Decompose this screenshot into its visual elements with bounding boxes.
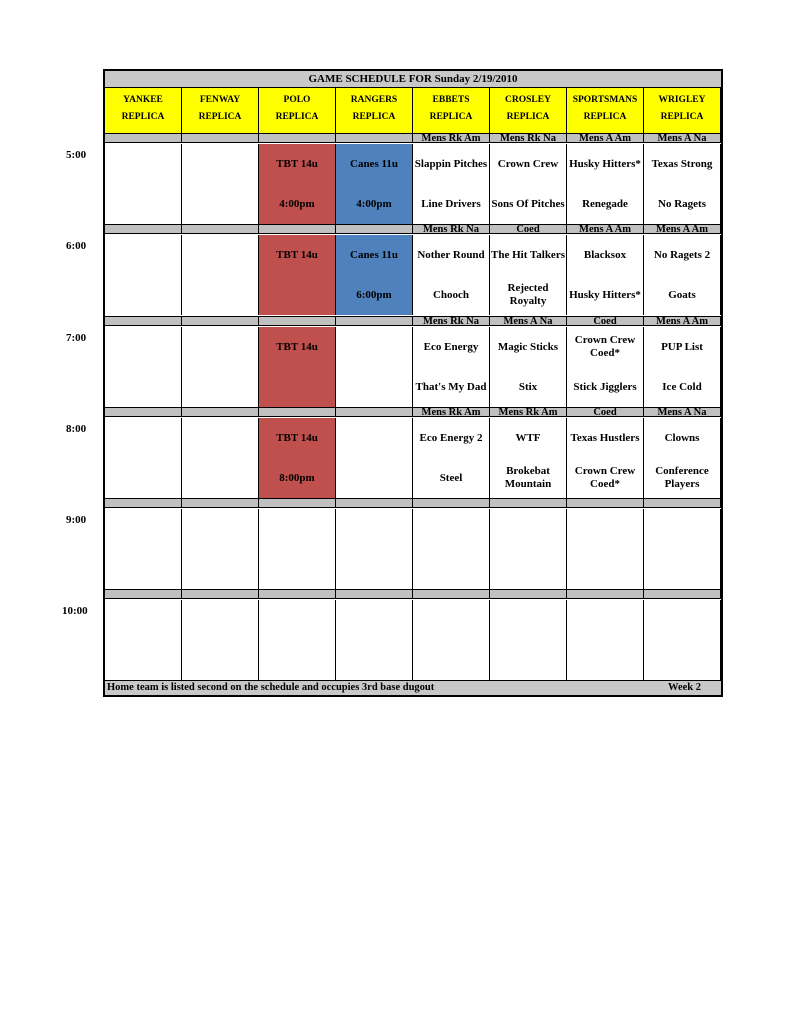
home-team: No Ragets [658, 197, 706, 210]
field-sub: REPLICA [583, 112, 627, 122]
game-cell [644, 144, 721, 224]
visitor-team [105, 333, 181, 361]
game-cell [105, 144, 182, 224]
home-team: Steel [439, 471, 463, 484]
home-team: Stick Jigglers [573, 380, 637, 393]
division-band [182, 316, 259, 326]
home-team [105, 281, 181, 309]
home-team [567, 555, 643, 583]
visitor-team: Eco Energy [423, 340, 479, 353]
field-header-ebbets [413, 88, 490, 133]
home-team [182, 464, 258, 492]
visitor-team: Husky Hitters* [569, 157, 641, 170]
home-team [105, 555, 181, 583]
visitor-team: Crown Crew Coed* [574, 334, 636, 359]
home-team: Line Drivers [421, 197, 481, 210]
game-cell [182, 327, 259, 407]
division-band: Mens A Na [490, 316, 567, 326]
visitor-team [182, 241, 258, 269]
home-team: Ice Cold [662, 380, 702, 393]
division-band [105, 589, 182, 599]
home-team [336, 464, 412, 492]
division-band [644, 498, 721, 508]
field-name: SPORTSMANS [572, 95, 638, 105]
division-band: Mens A Am [567, 224, 644, 234]
division-band [182, 407, 259, 417]
home-team [182, 190, 258, 218]
visitor-team [182, 515, 258, 543]
home-team [644, 646, 720, 674]
field-header-rangers [336, 88, 413, 133]
game-cell [259, 235, 336, 315]
home-team: Crown Crew Coed* [574, 465, 636, 490]
week-label: Week 2 [668, 682, 701, 693]
division-band: Mens A Am [644, 316, 721, 326]
game-cell [490, 600, 567, 680]
visitor-team [105, 241, 181, 269]
time-label: 9:00 [66, 514, 87, 526]
game-cell [259, 600, 336, 680]
visitor-team: PUP List [661, 340, 703, 353]
division-band [182, 498, 259, 508]
visitor-team [336, 424, 412, 452]
division-band [105, 407, 182, 417]
time-label: 5:00 [66, 149, 87, 161]
visitor-team [105, 515, 181, 543]
visitor-team: Texas Strong [651, 157, 713, 170]
division-band [259, 224, 336, 234]
division-band [336, 407, 413, 417]
home-team [182, 281, 258, 309]
field-name: WRIGLEY [658, 95, 706, 105]
home-team [105, 464, 181, 492]
footer-note: Home team is listed second on the schedule and occupies 3rd base dugout [107, 682, 435, 693]
division-band [490, 498, 567, 508]
home-team [336, 555, 412, 583]
home-team [644, 555, 720, 583]
time-label: 10:00 [62, 605, 88, 617]
game-cell [644, 327, 721, 407]
home-team [259, 646, 335, 674]
game-cell [336, 144, 413, 224]
home-team [413, 646, 489, 674]
game-cell [567, 418, 644, 498]
game-cell [413, 235, 490, 315]
visitor-team: Blacksox [583, 248, 627, 261]
visitor-team [182, 424, 258, 452]
home-team: 4:00pm [356, 197, 392, 210]
division-band [105, 316, 182, 326]
division-band: Mens Rk Am [490, 407, 567, 417]
visitor-team [259, 606, 335, 634]
field-name: YANKEE [123, 95, 163, 105]
visitor-team [490, 515, 566, 543]
visitor-team: Magic Sticks [497, 340, 559, 353]
home-team [490, 646, 566, 674]
division-band [413, 589, 490, 599]
division-band: Mens Rk Na [413, 224, 490, 234]
field-header-crosley [490, 88, 567, 133]
division-band [567, 498, 644, 508]
division-band [336, 224, 413, 234]
home-team [490, 555, 566, 583]
game-cell [259, 418, 336, 498]
home-team: 6:00pm [356, 288, 392, 301]
game-cell [413, 144, 490, 224]
division-band [259, 589, 336, 599]
game-cell [336, 327, 413, 407]
home-team: Rejected Royalty [507, 282, 549, 307]
visitor-team [644, 606, 720, 634]
division-band [567, 589, 644, 599]
visitor-team [182, 150, 258, 178]
visitor-team [259, 515, 335, 543]
home-team [182, 646, 258, 674]
field-header-yankee [105, 88, 182, 133]
game-cell [490, 144, 567, 224]
game-cell [567, 144, 644, 224]
division-band [182, 224, 259, 234]
home-team: Husky Hitters* [569, 288, 641, 301]
game-cell [182, 235, 259, 315]
game-cell [413, 327, 490, 407]
game-cell [413, 600, 490, 680]
visitor-team: TBT 14u [276, 248, 318, 261]
time-label: 7:00 [66, 332, 87, 344]
division-band [105, 224, 182, 234]
field-header-fenway [182, 88, 259, 133]
field-header-sportsmans [567, 88, 644, 133]
game-cell [413, 418, 490, 498]
visitor-team: TBT 14u [276, 157, 318, 170]
home-team [105, 646, 181, 674]
field-header-wrigley [644, 88, 721, 133]
home-team: Chooch [432, 288, 470, 301]
field-name: RANGERS [350, 95, 398, 105]
schedule-title: GAME SCHEDULE FOR Sunday 2/19/2010 [105, 71, 721, 88]
division-band [490, 589, 567, 599]
home-team: 4:00pm [279, 197, 315, 210]
division-band: Mens A Na [644, 407, 721, 417]
division-band: Coed [490, 224, 567, 234]
field-header-polo [259, 88, 336, 133]
visitor-team [567, 515, 643, 543]
game-cell [105, 600, 182, 680]
game-cell [644, 600, 721, 680]
visitor-team [490, 606, 566, 634]
visitor-team: TBT 14u [276, 431, 318, 444]
game-cell [182, 144, 259, 224]
visitor-team: TBT 14u [276, 340, 318, 353]
game-cell [182, 600, 259, 680]
home-team [105, 373, 181, 401]
visitor-team: Eco Energy 2 [419, 431, 483, 444]
game-cell [567, 509, 644, 589]
game-cell [567, 235, 644, 315]
home-team: Stix [518, 380, 538, 393]
game-cell [336, 509, 413, 589]
visitor-team: Clowns [664, 431, 700, 444]
division-band [182, 133, 259, 143]
game-cell [336, 600, 413, 680]
visitor-team [336, 515, 412, 543]
game-cell [490, 327, 567, 407]
game-cell [105, 327, 182, 407]
visitor-team [644, 515, 720, 543]
visitor-team: No Ragets 2 [653, 248, 711, 261]
game-cell [567, 327, 644, 407]
visitor-team: Crown Crew [497, 157, 559, 170]
visitor-team [336, 606, 412, 634]
home-team [567, 646, 643, 674]
visitor-team [105, 150, 181, 178]
division-band [259, 407, 336, 417]
division-band [105, 498, 182, 508]
visitor-team: Texas Hustlers [570, 431, 640, 444]
field-sub: REPLICA [198, 112, 242, 122]
division-band [259, 316, 336, 326]
visitor-team: WTF [515, 431, 541, 444]
time-label: 8:00 [66, 423, 87, 435]
home-team [336, 373, 412, 401]
game-cell [567, 600, 644, 680]
game-cell [490, 418, 567, 498]
game-cell [336, 418, 413, 498]
field-sub: REPLICA [506, 112, 550, 122]
division-band: Mens Rk Am [413, 133, 490, 143]
game-cell [259, 144, 336, 224]
field-name: CROSLEY [505, 95, 551, 105]
division-band: Mens A Am [644, 224, 721, 234]
visitor-team: Canes 11u [350, 248, 398, 261]
home-team [182, 555, 258, 583]
game-cell [182, 418, 259, 498]
division-band: Coed [567, 316, 644, 326]
home-team: 8:00pm [279, 471, 315, 484]
division-band [336, 316, 413, 326]
field-name: EBBETS [432, 95, 470, 105]
home-team: Brokebat Mountain [504, 465, 552, 490]
division-band: Mens A Am [567, 133, 644, 143]
home-team: Conference Players [655, 465, 709, 490]
home-team: That's My Dad [415, 380, 487, 393]
division-band: Coed [567, 407, 644, 417]
game-cell [644, 509, 721, 589]
game-cell [105, 509, 182, 589]
game-cell [259, 509, 336, 589]
division-band: Mens A Na [644, 133, 721, 143]
division-band [105, 133, 182, 143]
field-sub: REPLICA [275, 112, 319, 122]
schedule-footer [105, 680, 721, 695]
division-band [413, 498, 490, 508]
home-team [413, 555, 489, 583]
game-cell [644, 418, 721, 498]
home-team: Sons Of Pitches [491, 197, 565, 210]
division-band [259, 133, 336, 143]
visitor-team [182, 606, 258, 634]
home-team [259, 373, 335, 401]
game-cell [336, 235, 413, 315]
game-cell [182, 509, 259, 589]
visitor-team: The Hit Talkers [491, 248, 565, 261]
division-band [182, 589, 259, 599]
home-team: Goats [668, 288, 696, 301]
field-name: FENWAY [199, 95, 241, 105]
home-team [259, 281, 335, 309]
visitor-team: Slappin Pitches [414, 157, 488, 170]
field-name: POLO [283, 95, 311, 105]
division-band [336, 589, 413, 599]
home-team [105, 190, 181, 218]
visitor-team [336, 333, 412, 361]
visitor-team [105, 424, 181, 452]
time-label: 6:00 [66, 240, 87, 252]
division-band: Mens Rk Na [413, 316, 490, 326]
division-band: Mens Rk Na [490, 133, 567, 143]
field-sub: REPLICA [429, 112, 473, 122]
home-team [259, 555, 335, 583]
visitor-team: Nother Round [417, 248, 485, 261]
game-cell [644, 235, 721, 315]
game-cell [105, 418, 182, 498]
field-sub: REPLICA [660, 112, 704, 122]
game-cell [490, 235, 567, 315]
home-team [336, 646, 412, 674]
home-team [182, 373, 258, 401]
schedule-table [103, 69, 723, 697]
game-cell [490, 509, 567, 589]
visitor-team [413, 606, 489, 634]
visitor-team [413, 515, 489, 543]
division-band [644, 589, 721, 599]
home-team: Renegade [582, 197, 628, 210]
division-band [336, 498, 413, 508]
division-band [259, 498, 336, 508]
game-cell [105, 235, 182, 315]
division-band [336, 133, 413, 143]
field-sub: REPLICA [121, 112, 165, 122]
visitor-team [105, 606, 181, 634]
game-cell [413, 509, 490, 589]
visitor-team: Canes 11u [350, 157, 398, 170]
visitor-team [182, 333, 258, 361]
division-band: Mens Rk Am [413, 407, 490, 417]
field-sub: REPLICA [352, 112, 396, 122]
visitor-team [567, 606, 643, 634]
game-cell [259, 327, 336, 407]
